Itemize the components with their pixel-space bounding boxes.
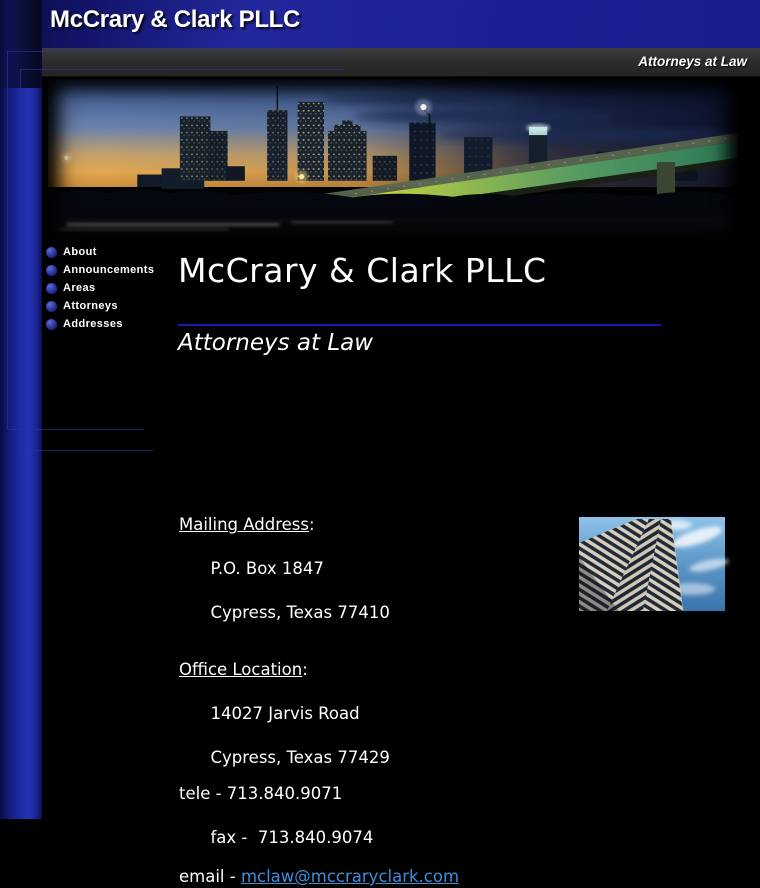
header-bar <box>42 0 760 49</box>
email-prefix: email - <box>179 867 241 886</box>
decorative-line <box>7 429 144 430</box>
sidebar-item-label: Addresses <box>63 317 123 330</box>
office-location <box>179 659 459 769</box>
mailing-line1: P.O. Box 1847 <box>210 559 324 578</box>
sidebar-nav <box>42 243 172 333</box>
contact-info <box>179 514 459 888</box>
bullet-icon <box>46 319 57 330</box>
tagline-bar <box>42 48 760 77</box>
decorative-line <box>7 51 345 52</box>
page-subtitle: Attorneys at Law <box>178 330 374 356</box>
office-line1: 14027 Jarvis Road <box>210 704 360 723</box>
sidebar-item-addresses[interactable] <box>42 315 172 333</box>
bullet-icon <box>46 265 57 276</box>
skyscraper-photo <box>579 517 725 611</box>
sidebar-item-label: Announcements <box>63 263 155 276</box>
site-logo: McCrary & Clark PLLC <box>50 6 301 33</box>
fax-number: fax - 713.840.9074 <box>210 828 374 847</box>
skyline-banner-image <box>48 79 738 241</box>
telephone-number: tele - 713.840.9071 <box>179 784 343 803</box>
mailing-address <box>179 514 459 624</box>
decorative-line <box>20 450 153 451</box>
office-line2: Cypress, Texas 77429 <box>210 748 390 767</box>
phone-numbers <box>179 783 459 849</box>
sidebar-item-label: Attorneys <box>63 299 118 312</box>
mailing-address-label: Mailing Address <box>179 515 309 534</box>
email-line <box>179 866 459 888</box>
decorative-line <box>7 51 8 430</box>
page-title: McCrary & Clark PLLC <box>178 251 547 290</box>
sidebar-item-attorneys[interactable] <box>42 297 172 315</box>
office-location-label: Office Location <box>179 660 303 679</box>
sidebar-item-about[interactable] <box>42 243 172 261</box>
colon: : <box>309 515 315 534</box>
bullet-icon <box>46 247 57 258</box>
bullet-icon <box>46 301 57 312</box>
decorative-line <box>20 69 345 70</box>
sidebar-item-areas[interactable] <box>42 279 172 297</box>
sidebar-item-announcements[interactable] <box>42 261 172 279</box>
sidebar-item-label: About <box>63 245 97 258</box>
email-link[interactable]: mclaw@mccraryclark.com <box>240 867 460 886</box>
colon: : <box>302 660 308 679</box>
bullet-icon <box>46 283 57 294</box>
mailing-line2: Cypress, Texas 77410 <box>210 603 390 622</box>
decorative-line <box>20 69 21 451</box>
sidebar-item-label: Areas <box>63 281 96 294</box>
tagline-text: Attorneys at Law <box>638 54 747 69</box>
horizontal-rule <box>178 324 661 326</box>
